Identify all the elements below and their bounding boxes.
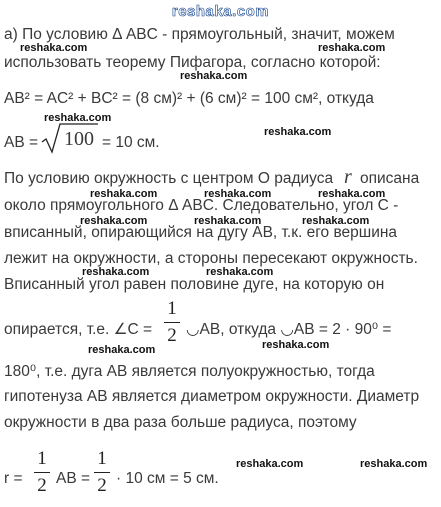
watermark: reshaka.com [206,266,274,278]
fraction-bar [164,322,180,323]
fraction-one-half [164,298,180,347]
text-line-p2-8: гипотенуза AB является диаметром окружности. Диаметр [4,388,420,405]
watermark: reshaka.com [360,458,428,470]
fraction-numerator: 1 [97,448,107,469]
watermark: reshaka.com [262,339,330,351]
watermark: reshaka.com [236,458,304,470]
watermark: reshaka.com [264,126,332,138]
ab-equals: AB = [4,134,39,151]
fraction-denominator: 2 [37,475,47,496]
ab-result: = 10 см. [102,134,160,151]
watermark: reshaka.com [204,188,272,200]
fraction-denominator: 2 [167,325,177,346]
fraction-bar [94,472,110,473]
text-line-1: а) По условию Δ ABC - прямоугольный, значит, можем [4,26,395,43]
watermark: reshaka.com [194,215,262,227]
watermark: reshaka.com [302,215,370,227]
ab-equals-2: AB = [56,470,91,487]
watermark: reshaka.com [318,188,386,200]
watermark: reshaka.com [90,188,158,200]
fraction-numerator: 1 [37,448,47,469]
watermark: reshaka.com [180,70,248,82]
watermark: reshaka.com [88,344,156,356]
watermark: reshaka.com [80,215,148,227]
text-line-p2-6a: опирается, т.е. ∠C = [4,321,153,338]
fraction-numerator: 1 [167,298,177,319]
pythagoras-equation: AB² = AC² + BC² = (8 см)² + (6 см)² = 100 см², откуда [4,90,374,107]
r-result: · 10 см = 5 см. [116,470,219,487]
text-line-p2-7: 180⁰, т.е. дуга АВ является полуокружностью, тогда [4,363,375,380]
fraction-bar [34,472,50,473]
text-line-p2-5: Вписанный угол равен половине дуге, на которую он [4,276,385,293]
site-watermark-top: reshaka.com [171,3,270,20]
watermark: reshaka.com [82,266,150,278]
watermark: reshaka.com [20,42,88,54]
watermark: reshaka.com [318,42,386,54]
fraction-one-half [94,448,110,497]
watermark: reshaka.com [44,112,112,124]
text-line-p2-4: лежит на окружности, а стороны пересекают окружность. [4,250,418,267]
text-line-p2-2: около прямоугольного Δ ABC. Следовательно, угол С - [4,197,399,214]
text-line-p2-1: По условию окружность с центром О радиуса [4,170,334,187]
radius-symbol: r [344,166,352,188]
text-line-2: использовать теорему Пифагора, согласно которой: [4,54,381,71]
sqrt-value: 100 [64,128,94,150]
fraction-one-half [34,448,50,497]
text-line-p2-6b: ◡AB, откуда ◡AB = 2 · 90⁰ = [186,321,392,338]
r-equals: r = [4,470,23,487]
fraction-denominator: 2 [97,475,107,496]
text-line-p2-9: окружности в два раза больше радиуса, поэтому [4,414,357,431]
text-line-p2-3: вписанный, опирающийся на дугу AB, т.к. его вершина [4,224,398,241]
text-line-p2-1b: описана [360,170,420,187]
